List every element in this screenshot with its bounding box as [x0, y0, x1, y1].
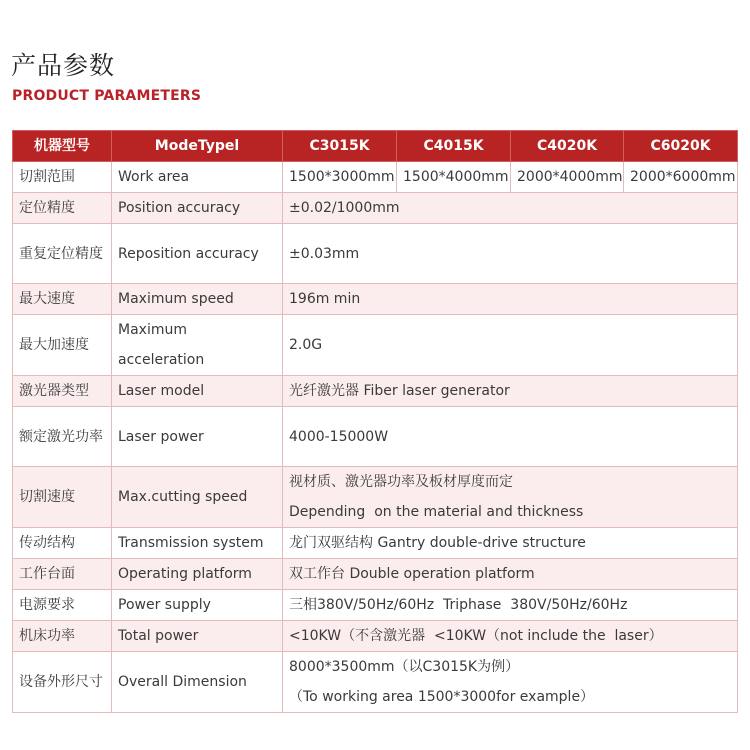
- page-title-cn: 产品参数: [11, 51, 116, 80]
- header-cell-model-cn: 机器型号: [13, 131, 112, 162]
- param-name-en: Operating platform: [112, 559, 283, 590]
- table-row: [13, 162, 738, 193]
- product-parameters-table: [12, 130, 738, 713]
- param-value: 龙门双驱结构 Gantry double-drive structure: [283, 528, 738, 559]
- header-cell-c3015k: C3015K: [283, 131, 397, 162]
- param-value-c3015k: 1500*3000mm: [283, 162, 397, 193]
- param-name-cn: 定位精度: [13, 193, 112, 224]
- table-row: [13, 284, 738, 315]
- param-value: <10KW（不含激光器 <10KW（not include the laser）: [283, 621, 738, 652]
- table-row: [13, 224, 738, 284]
- table-row: [13, 621, 738, 652]
- param-name-en: Power supply: [112, 590, 283, 621]
- param-value: [283, 467, 738, 528]
- table-row: [13, 559, 738, 590]
- param-name-cn: 最大加速度: [13, 315, 112, 376]
- param-name-cn: 激光器类型: [13, 376, 112, 407]
- param-value: 196m min: [283, 284, 738, 315]
- param-value: [283, 652, 738, 713]
- param-name-en: Reposition accuracy: [112, 224, 283, 284]
- param-name-cn: 重复定位精度: [13, 224, 112, 284]
- table-row: [13, 407, 738, 467]
- param-name-en: Work area: [112, 162, 283, 193]
- param-value: 光纤激光器 Fiber laser generator: [283, 376, 738, 407]
- table-row: [13, 467, 738, 528]
- param-value: 4000-15000W: [283, 407, 738, 467]
- param-name-cn: 最大速度: [13, 284, 112, 315]
- table-header-row: [13, 131, 738, 162]
- param-value-line: （To working area 1500*3000for example）: [289, 689, 595, 705]
- param-name-cn: 传动结构: [13, 528, 112, 559]
- param-name-en: Maximum speed: [112, 284, 283, 315]
- page-title-en: PRODUCT PARAMETERS: [12, 88, 202, 104]
- param-name-en: Laser power: [112, 407, 283, 467]
- param-name-en: Max.cutting speed: [112, 467, 283, 528]
- param-value-line: 8000*3500mm（以C3015K为例）: [289, 659, 520, 675]
- table-row: [13, 528, 738, 559]
- param-value: ±0.03mm: [283, 224, 738, 284]
- header-cell-c6020k: C6020K: [624, 131, 738, 162]
- param-value: 双工作台 Double operation platform: [283, 559, 738, 590]
- param-value-c4015k: 1500*4000mm: [397, 162, 511, 193]
- param-name-cn: 切割范围: [13, 162, 112, 193]
- param-value: ±0.02/1000mm: [283, 193, 738, 224]
- param-name-cn: 机床功率: [13, 621, 112, 652]
- param-name-cn: 设备外形尺寸: [13, 652, 112, 713]
- param-name-en: Laser model: [112, 376, 283, 407]
- param-name-cn: 电源要求: [13, 590, 112, 621]
- param-value-c4020k: 2000*4000mm: [511, 162, 624, 193]
- param-value-line: Depending on the material and thickness: [289, 504, 584, 520]
- table-row: [13, 315, 738, 376]
- param-name-en: Maximum acceleration: [112, 315, 283, 376]
- table-row: [13, 652, 738, 713]
- table-row: [13, 590, 738, 621]
- param-name-en: Position accuracy: [112, 193, 283, 224]
- table-row: [13, 376, 738, 407]
- header-cell-c4020k: C4020K: [511, 131, 624, 162]
- header-cell-c4015k: C4015K: [397, 131, 511, 162]
- param-value: 三相380V/50Hz/60Hz Triphase 380V/50Hz/60Hz: [283, 590, 738, 621]
- param-value: 2.0G: [283, 315, 738, 376]
- param-name-cn: 额定激光功率: [13, 407, 112, 467]
- param-name-en: Transmission system: [112, 528, 283, 559]
- param-value-line: 视材质、激光器功率及板材厚度而定: [289, 474, 513, 490]
- header-cell-model-en: ModeTypel: [112, 131, 283, 162]
- param-name-en: Total power: [112, 621, 283, 652]
- param-name-en: Overall Dimension: [112, 652, 283, 713]
- table-row: [13, 193, 738, 224]
- param-name-cn: 工作台面: [13, 559, 112, 590]
- param-value-c6020k: 2000*6000mm: [624, 162, 738, 193]
- param-name-cn: 切割速度: [13, 467, 112, 528]
